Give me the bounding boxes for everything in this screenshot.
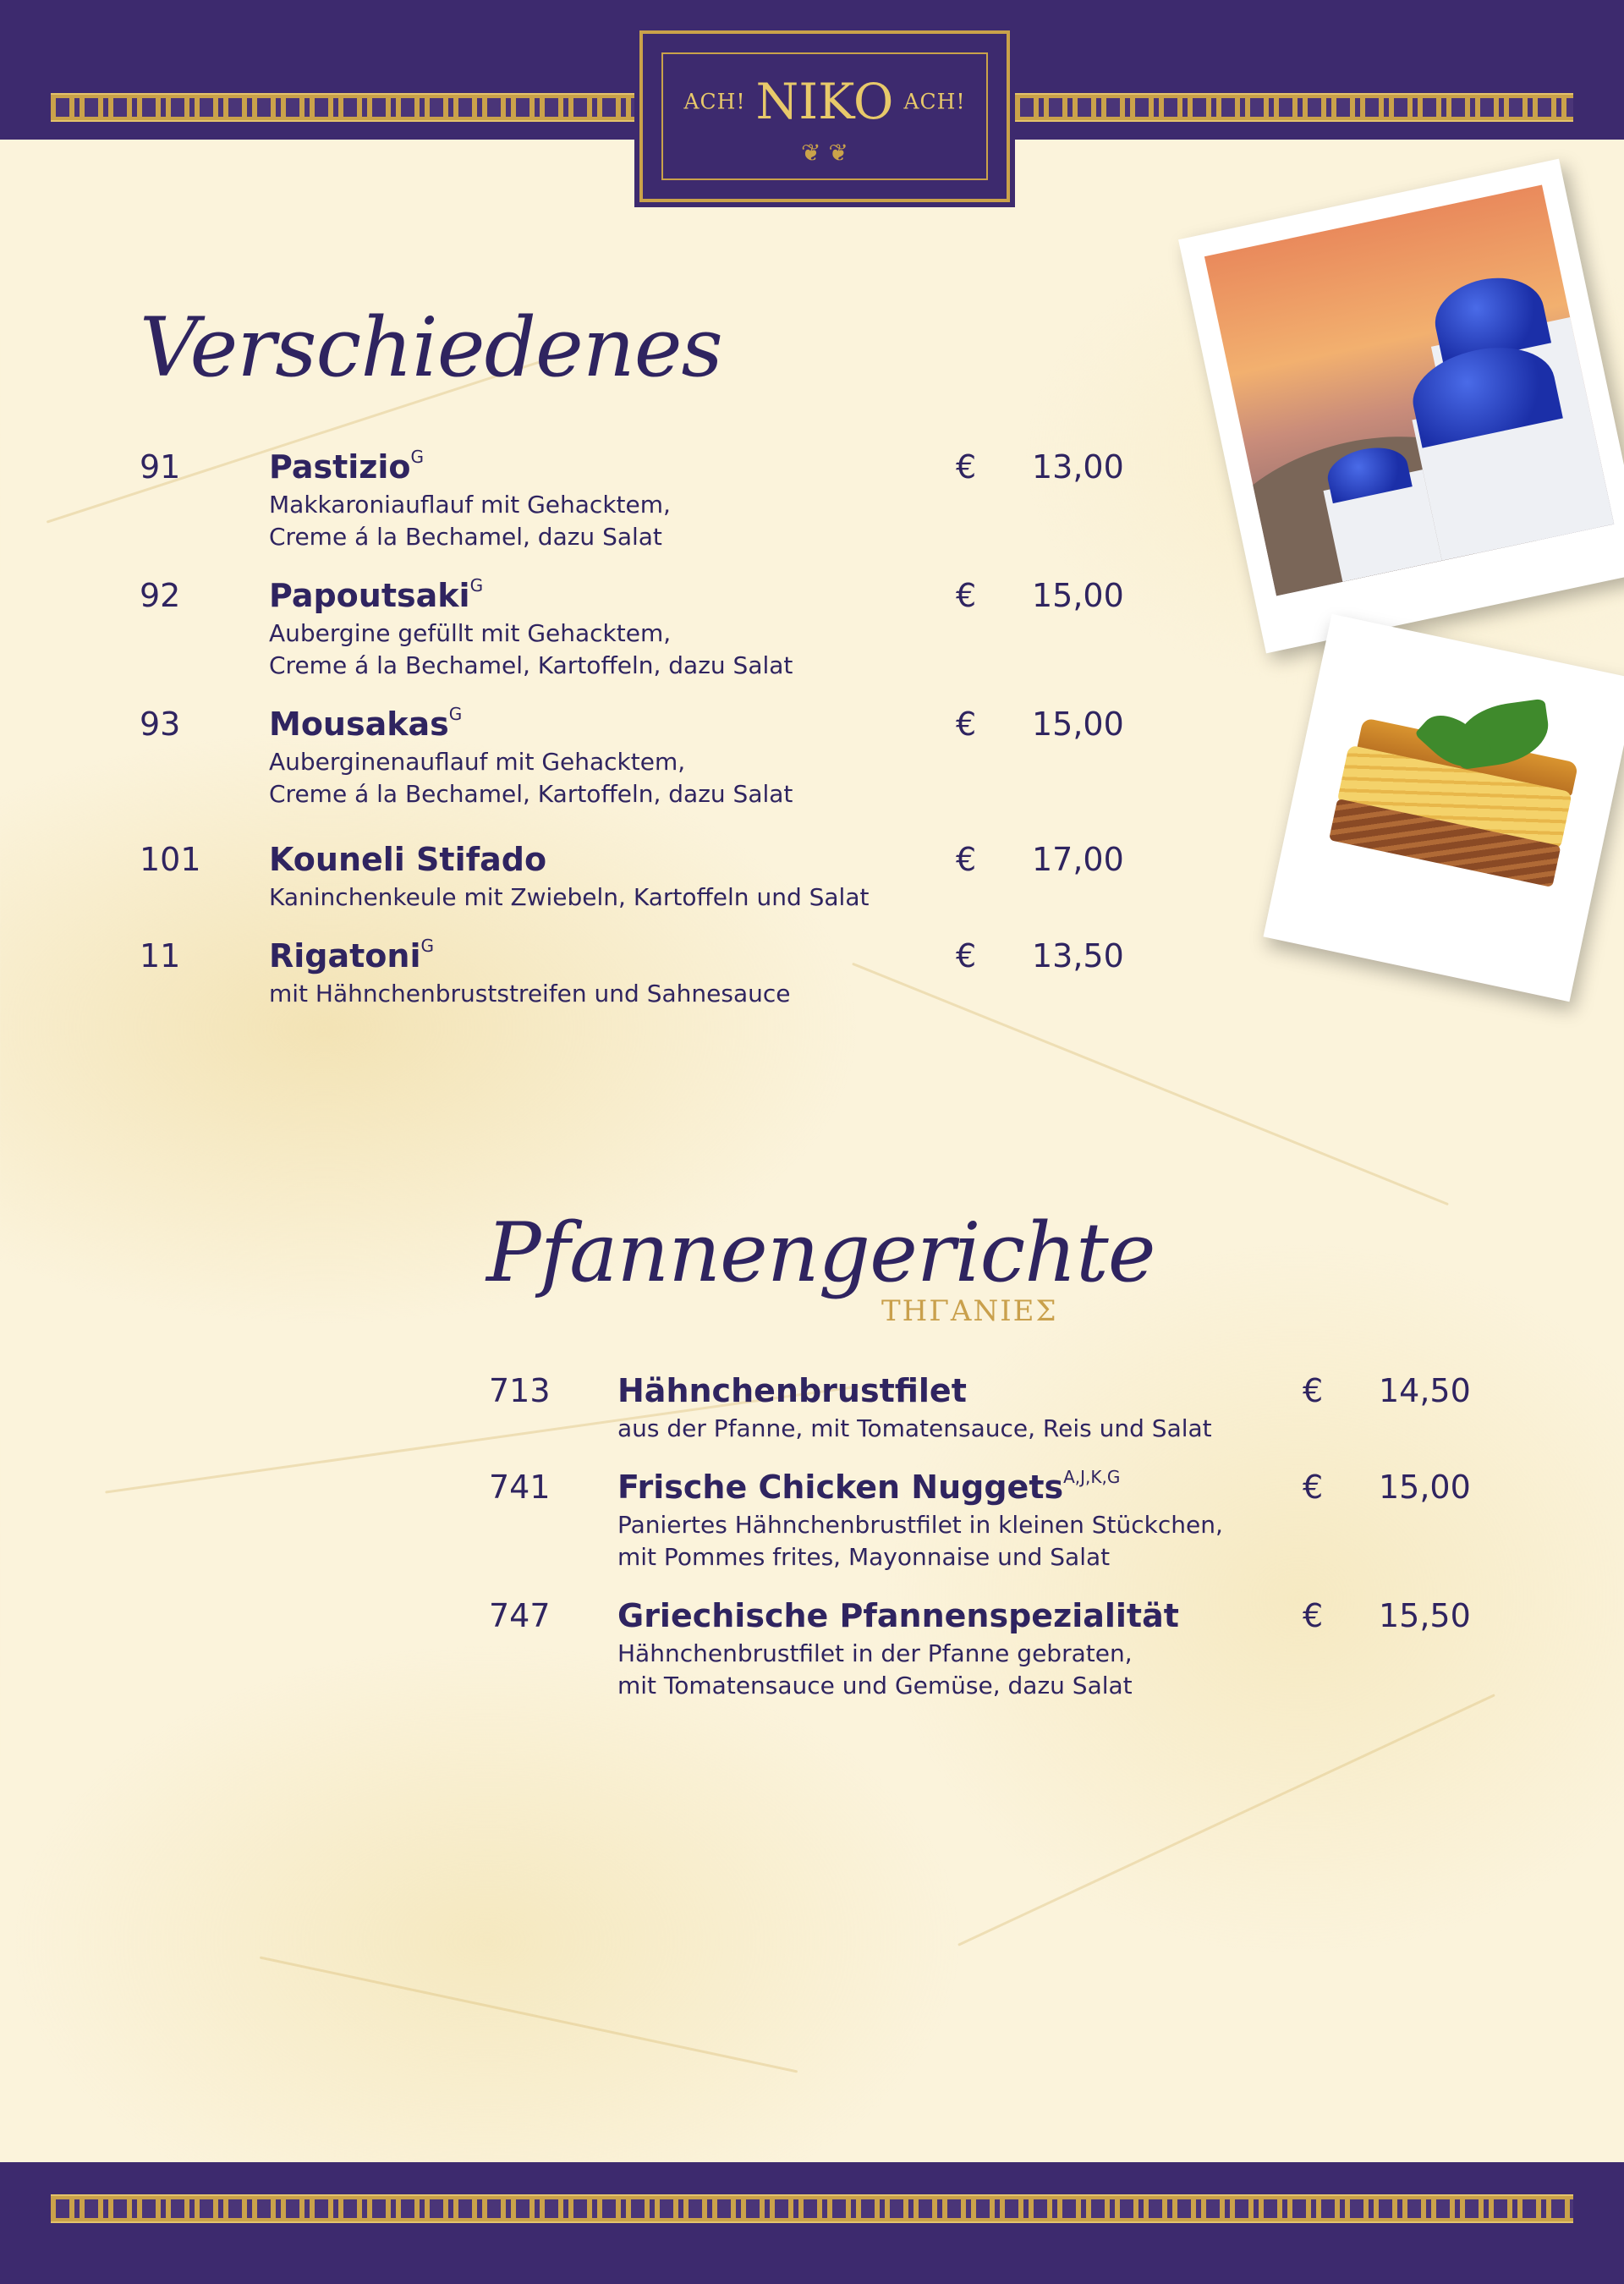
restaurant-logo bbox=[634, 25, 1015, 207]
currency-symbol: € bbox=[956, 841, 977, 878]
item-number: 11 bbox=[140, 937, 181, 975]
item-name: Rigatoni$^G$ bbox=[269, 936, 434, 975]
currency-symbol: € bbox=[956, 706, 977, 743]
item-description: Kaninchenkeule mit Zwiebeln, Kartoffeln und Salat bbox=[269, 883, 870, 911]
item-name: Hähnchenbrustfilet bbox=[617, 1372, 967, 1409]
logo-ach-right: ACH! bbox=[903, 89, 966, 114]
item-price: 13,50 bbox=[1032, 937, 1124, 975]
item-name: Frische Chicken Nuggets$^{A,J,K,G}$ bbox=[617, 1467, 1121, 1506]
greek-key-border-right bbox=[1015, 93, 1573, 122]
pastitsio-photo-card bbox=[1263, 614, 1624, 1002]
logo-name: NIKO bbox=[755, 73, 894, 130]
currency-symbol: € bbox=[1303, 1469, 1324, 1506]
item-price: 13,00 bbox=[1032, 448, 1124, 486]
item-price: 15,00 bbox=[1032, 706, 1124, 743]
item-number: 92 bbox=[140, 577, 181, 614]
currency-symbol: € bbox=[956, 937, 977, 975]
allergen-code: A,J,K,G bbox=[1063, 1467, 1121, 1488]
section-subtitle-greek: ΤΗΓΑΝΙΕΣ bbox=[881, 1294, 1058, 1328]
item-price: 15,00 bbox=[1379, 1469, 1471, 1506]
item-number: 713 bbox=[489, 1372, 551, 1409]
logo-wordmark bbox=[646, 73, 1003, 130]
logo-ach-left: ACH! bbox=[683, 89, 746, 114]
currency-symbol: € bbox=[956, 448, 977, 486]
footer-band bbox=[0, 2162, 1624, 2284]
pastitsio-photo bbox=[1293, 636, 1616, 942]
item-name: Pastizio$^G$ bbox=[269, 447, 425, 486]
currency-symbol: € bbox=[1303, 1597, 1324, 1634]
item-number: 93 bbox=[140, 706, 181, 743]
santorini-photo bbox=[1204, 184, 1614, 596]
item-price: 15,00 bbox=[1032, 577, 1124, 614]
item-price: 14,50 bbox=[1379, 1372, 1471, 1409]
scroll-ornament-icon: ❦ ❦ bbox=[801, 139, 848, 167]
item-description: aus der Pfanne, mit Tomatensauce, Reis und Salat bbox=[617, 1414, 1212, 1442]
item-number: 747 bbox=[489, 1597, 551, 1634]
allergen-code: G bbox=[410, 447, 425, 468]
greek-key-border-bottom bbox=[51, 2194, 1573, 2223]
item-name: Papoutsaki$^G$ bbox=[269, 575, 484, 614]
item-description: mit Hähnchenbruststreifen und Sahnesauce bbox=[269, 980, 791, 1007]
currency-symbol: € bbox=[1303, 1372, 1324, 1409]
marble-vein bbox=[957, 1694, 1495, 1946]
santorini-photo-card bbox=[1178, 159, 1624, 654]
item-description: Auberginenauflauf mit Gehacktem, Creme á la Bechamel, Kartoffeln, dazu Salat bbox=[269, 748, 793, 808]
item-number: 101 bbox=[140, 841, 201, 878]
item-price: 17,00 bbox=[1032, 841, 1124, 878]
marble-vein bbox=[260, 1956, 798, 2073]
item-name: Griechische Pfannenspezialität bbox=[617, 1597, 1179, 1634]
item-price: 15,50 bbox=[1379, 1597, 1471, 1634]
greek-key-border-left bbox=[51, 93, 634, 122]
section-title-verschiedenes: Verschiedenes bbox=[140, 300, 722, 395]
item-description: Paniertes Hähnchenbrustfilet in kleinen Stückchen, mit Pommes frites, Mayonnaise und Salat bbox=[617, 1511, 1223, 1571]
allergen-code: G bbox=[469, 575, 484, 596]
item-number: 741 bbox=[489, 1469, 551, 1506]
item-name: Kouneli Stifado bbox=[269, 841, 547, 878]
item-name: Mousakas$^G$ bbox=[269, 704, 463, 743]
item-description: Makkaroniauflauf mit Gehacktem, Creme á la Bechamel, dazu Salat bbox=[269, 491, 671, 551]
currency-symbol: € bbox=[956, 577, 977, 614]
allergen-code: G bbox=[420, 936, 434, 957]
item-number: 91 bbox=[140, 448, 181, 486]
item-description: Aubergine gefüllt mit Gehacktem, Creme á la Bechamel, Kartoffeln, dazu Salat bbox=[269, 619, 793, 679]
section-title-pfannengerichte: Pfannengerichte bbox=[486, 1205, 1155, 1300]
allergen-code: G bbox=[448, 704, 463, 725]
marble-vein bbox=[852, 963, 1449, 1205]
item-description: Hähnchenbrustfilet in der Pfanne gebraten, mit Tomatensauce und Gemüse, dazu Salat bbox=[617, 1639, 1133, 1699]
